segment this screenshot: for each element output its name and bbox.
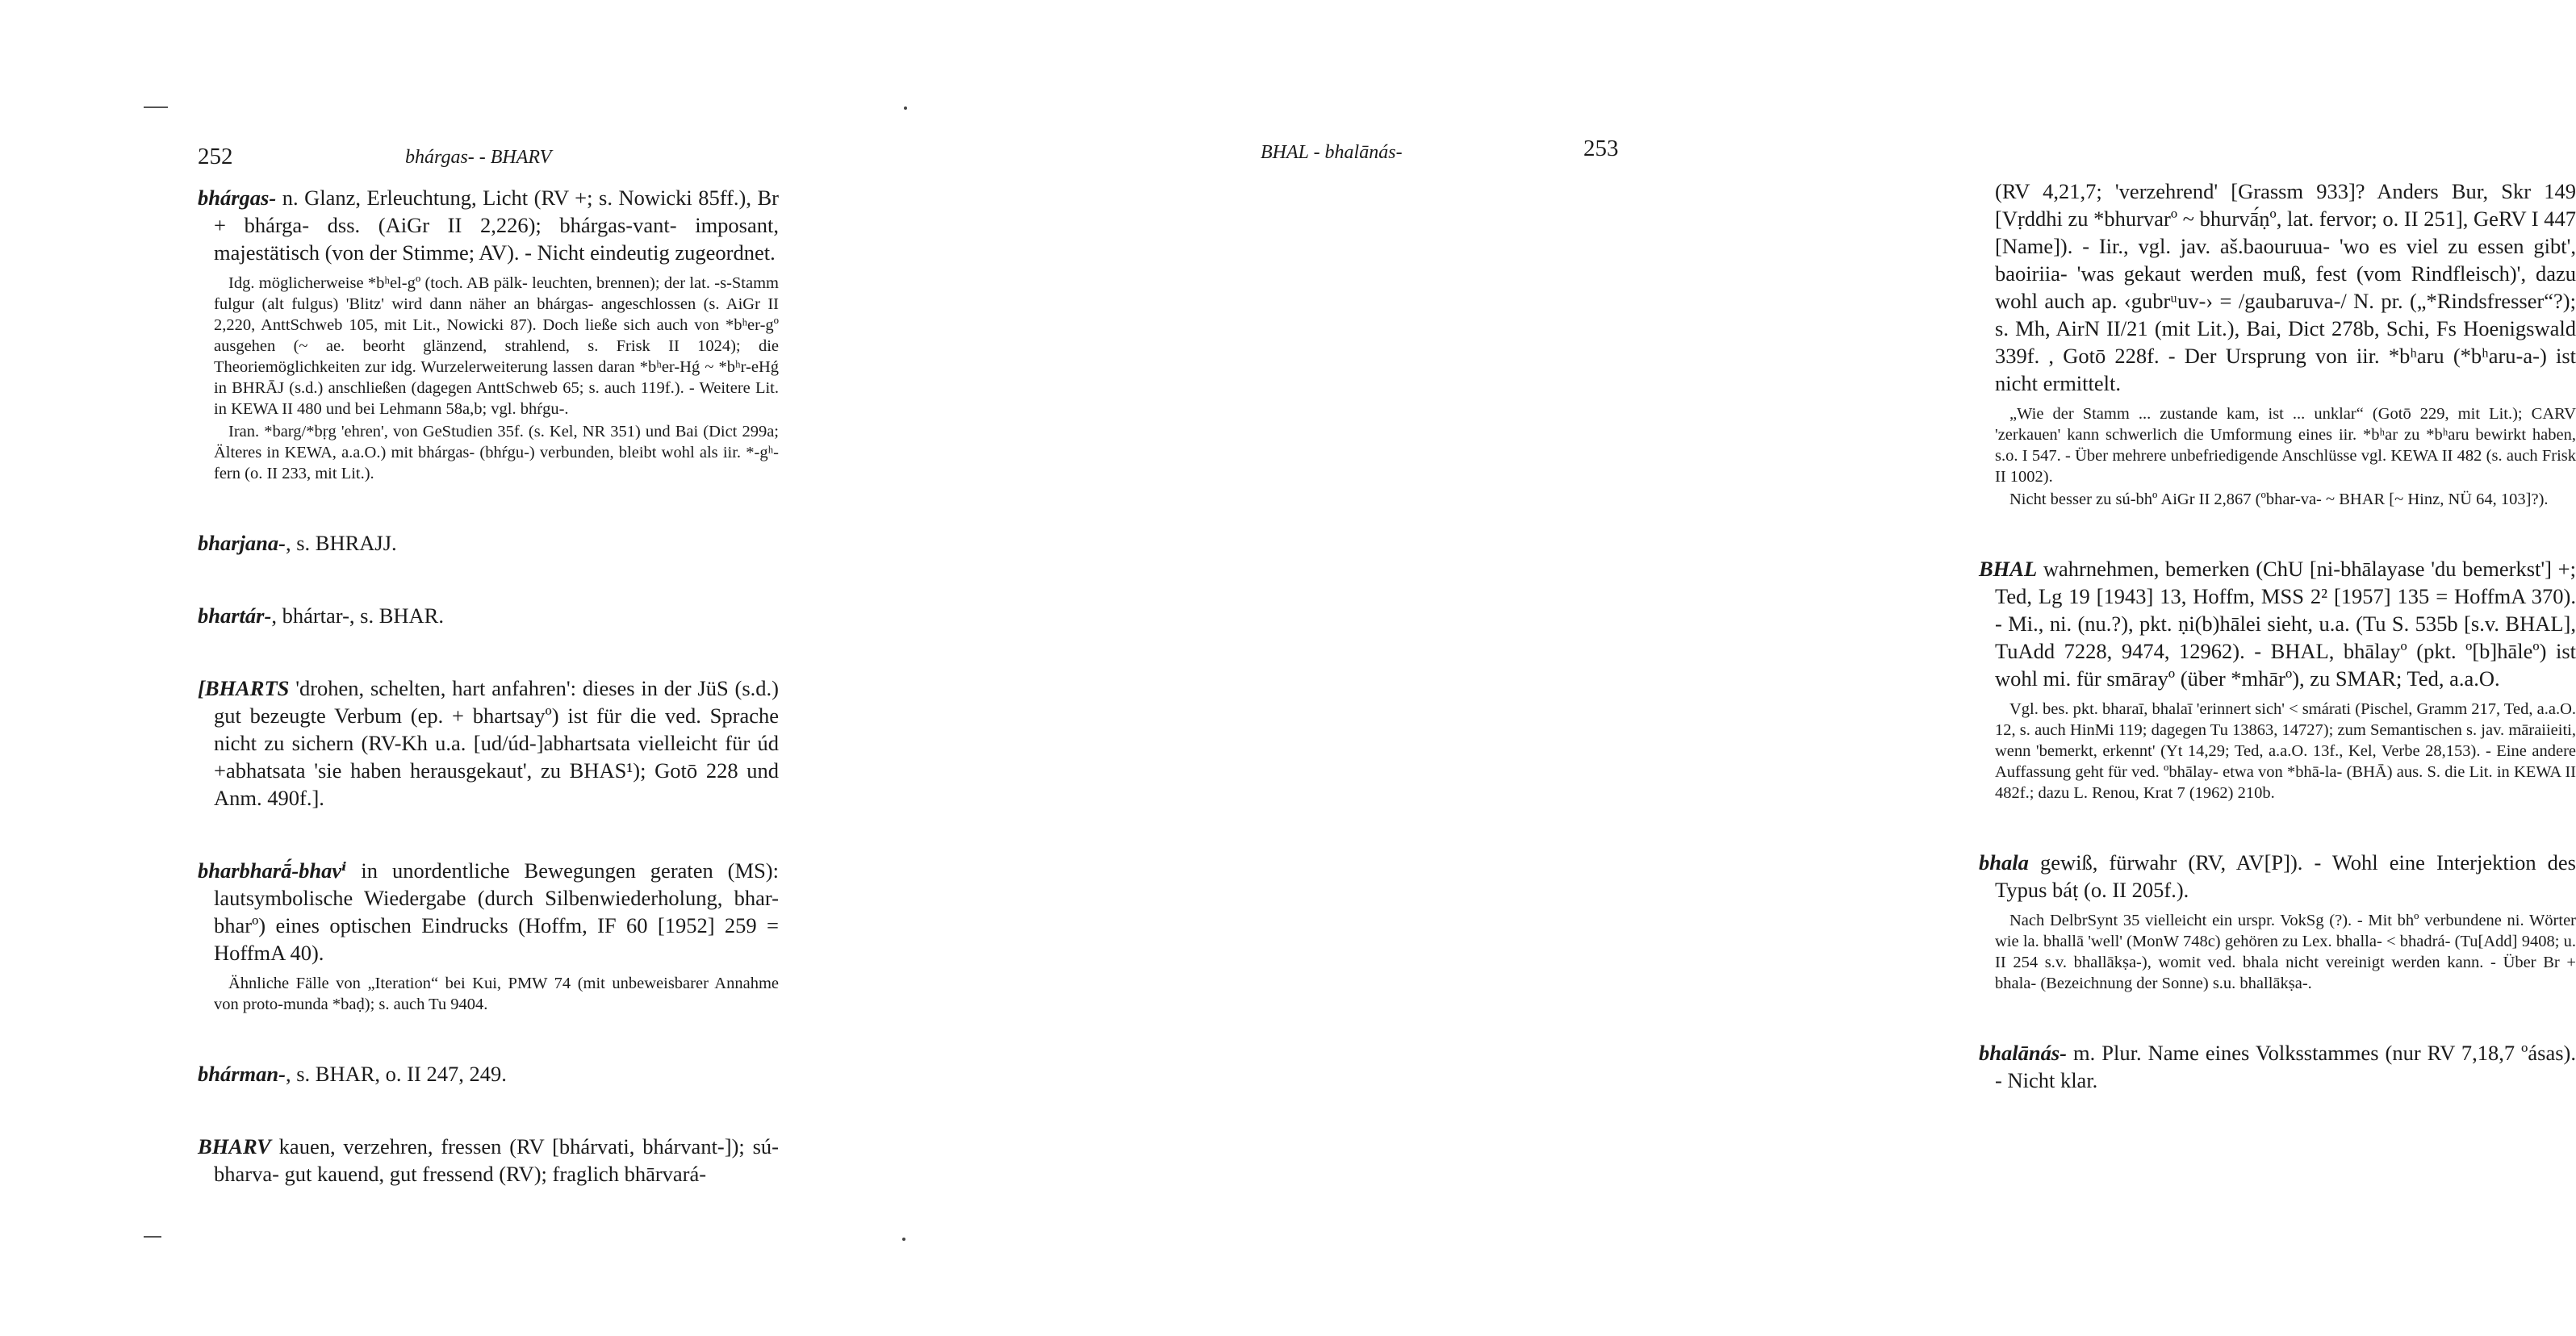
dictionary-entry <box>198 602 779 629</box>
entry-note: Idg. möglicherweise *bʰel-gº (toch. AB pälk- leuchten, brennen); der lat. -s-Stamm fulgur (alt fulgus) 'Blitz' wird dann näher an bhárgas- angeschlossen (s. AiGr II 2,220, AnttSchweb 105, mit Lit., Nowicki 87). Doch ließe sich auch von *bʰer-gº ausgehen (~ ae. beorht glänzend, strahlend, s. Frisk II 1024); die Theoriemöglichkeiten zur idg. Wurzelerweiterung lassen daran *bʰer-Hǵ ~ *bʰr-eHǵ in BHRĀJ (s.d.) anschließen (dagegen AnttSchweb 65; s. auch 119f.). - Weitere Lit. in KEWA II 480 und bei Lehmann 58a,b; vgl. bhŕgu-. <box>214 274 779 418</box>
running-head: BHAL - bhalānás- <box>1261 142 1403 163</box>
entry-note: Nicht besser zu sú-bhº AiGr II 2,867 (ºbhar-va- ~ BHAR [~ Hinz, NÜ 64, 103]?). <box>2009 491 2549 508</box>
entry-body: kauen, verzehren, fressen (RV [bhárvati, bhárvant-]); sú-bharva- gut kauend, gut fressend (RV); fraglich bhārvará- <box>214 1134 779 1186</box>
entry-lemma: bharjana- <box>198 531 286 555</box>
entry-body: in unordentliche Bewegungen geraten (MS): lautsymbolische Wiedergabe (durch Silbenwiederholung, bhar-bharº) eines optischen Eindrucks (Hoffm, IF 60 [1952] 259 = HoffmA 40). <box>214 858 779 965</box>
entry-body: wahrnehmen, bemerken (ChU [ni-bhālayase 'du bemerkst'] +; Ted, Lg 19 [1943] 13, Hoffm, MSS 2² [1957] 135 = HoffmA 370). - Mi., ni. (nu.?), pkt. ṇi(b)hālei sieht, u.a. (Tu S. 535b [s.v. BHAL], TuAdd 7228, 9474, 12962). - BHAL, bhālayº (pkt. º[b]hāleº) ist wohl mi. für smārayº (über *mhārº), zu SMAR; Ted, a.a.O. <box>1995 557 2576 691</box>
entry-body: , s. BHRAJJ. <box>285 531 397 555</box>
entry-body: n. Glanz, Erleuchtung, Licht (RV +; s. Nowicki 85ff.), Br + bhárga- dss. (AiGr II 2,226); bhárgas-vant- imposant, majestätisch (von der Stimme; AV). - Nicht eindeutig zugeordnet. <box>214 186 779 265</box>
entry-note: Iran. *barg/*bṛg 'ehren', von GeStudien 35f. (s. Kel, NR 351) und Bai (Dict 299a; Älteres in KEWA, a.a.O.) mit bhárgas- (bhŕgu-) verbunden, bleibt wohl als iir. *-gʰ- fern (o. II 233, mit Lit.). <box>214 423 779 482</box>
dictionary-entry <box>198 184 779 484</box>
entry-body: , bhártar-, s. BHAR. <box>271 603 444 628</box>
entry-body: m. Plur. Name eines Volksstammes (nur RV 7,18,7 ºásas). - Nicht klar. <box>1995 1041 2576 1092</box>
dictionary-entry <box>1979 555 2576 804</box>
entry-lemma: bhartár- <box>198 603 272 628</box>
entry-body: (RV 4,21,7; 'verzehrend' [Grassm 933]? Anders Bur, Skr 149 [Vṛddhi zu *bhurvarº ~ bhurvā́ṇº, lat. fervor; o. II 251], GeRV I 447 [Name]). - Iir., vgl. jav. aš.baouruua- 'wo es viel zu essen gibt', baoiriia- 'was gekaut werden muß, fest (vom Rindfleisch)', dazu wohl auch ap. ‹gubrᵘuv-› = /gaubaruva-/ N. pr. („*Rindsfresser“?); s. Mh, AirN II/21 (mit Lit.), Bai, Dict 278b, Schi, Fs Hoenigswald 339f. , Gotō 228f. - Der Ursprung von iir. *bʰaru (*bʰaru-a-) ist nicht ermittelt. <box>1995 179 2576 395</box>
entry-note: Vgl. bes. pkt. bharaī, bhalaī 'erinnert sich' < smárati (Pischel, Gramm 217, Ted, a.a.O. 12, s. auch HinMi 119; dagegen Tu 13863, 14727); zum Semantischen s. jav. māraiieiti, wenn 'bemerkt, erkennt' (Yt 14,29; Ted, a.a.O. 13f., Kel, Verbe 28,153). - Eine andere Auffassung geht für ved. ºbhālay- etwa von *bhā-la- (BHĀ) aus. S. die Lit. in KEWA II 482f.; dazu L. Renou, Krat 7 (1962) 210b. <box>1995 700 2576 802</box>
entry-body: 'drohen, schelten, hart anfahren': dieses in der JüS (s.d.) gut bezeugte Verbum (ep. + bhartsayº) ist für die ved. Sprache nicht zu sichern (RV-Kh u.a. [ud/úd-]abhartsata vielleicht für úd +abhatsata 'sie haben herausgekaut', zu BHAS¹); Gotō 228 und Anm. 490f.]. <box>214 676 779 810</box>
entry-continuation <box>1979 177 2576 510</box>
entry-lemma: [BHARTS <box>198 676 290 700</box>
entry-lemma: bhalānás- <box>1979 1041 2067 1065</box>
running-head: bhárgas- - BHARV <box>405 147 552 168</box>
dictionary-entry <box>198 674 779 812</box>
page-number: 252 <box>198 144 233 169</box>
dictionary-entry <box>198 1060 779 1088</box>
entry-lemma: bhárman- <box>198 1062 286 1086</box>
entry-lemma: BHAL <box>1979 557 2038 581</box>
entry-lemma: bhala <box>1979 850 2029 875</box>
right-page <box>946 0 2576 1336</box>
entry-lemma: bhárgas- <box>198 186 277 210</box>
dictionary-entry <box>198 529 779 557</box>
entry-lemma: BHARV <box>198 1134 271 1159</box>
entry-body: , s. BHAR, o. II 247, 249. <box>285 1062 507 1086</box>
left-column <box>198 184 779 1233</box>
right-column <box>1979 177 2576 1139</box>
entry-body: gewiß, fürwahr (RV, AV[P]). - Wohl eine Interjektion des Typus báṭ (o. II 205f.). <box>1995 850 2576 902</box>
dictionary-entry <box>198 857 779 1015</box>
dictionary-entry <box>1979 1039 2576 1094</box>
dictionary-entry <box>1979 849 2576 994</box>
entry-note: Nach DelbrSynt 35 vielleicht ein urspr. VokSg (?). - Mit bhº verbundene ni. Wörter wie la. bhallā 'well' (MonW 748c) gehören zu Lex. bhalla- < bhadrá- (Tu[Add] 9408; u. II 254 s.v. bhallākṣa-), womit ved. bhala nicht vereinigt werden kann. - Über Br + bhala- (Bezeichnung der Sonne) s.u. bhallākṣa-. <box>1995 912 2576 992</box>
page-number: 253 <box>1583 136 1619 161</box>
left-page <box>0 0 946 1336</box>
entry-note: „Wie der Stamm ... zustande kam, ist ... unklar“ (Gotō 229, mit Lit.); CARV 'zerkauen' kann schwerlich die Umformung eines iir. *bʰar zu *bʰaru bewirkt haben, s.o. I 547. - Über mehrere unbefriedigende Anschlüsse vgl. KEWA II 482 (s. auch Frisk II 1002). <box>1995 405 2576 486</box>
entry-lemma: bharbharā́-bhavⁱ <box>198 858 347 883</box>
entry-note: Ähnliche Fälle von „Iteration“ bei Kui, PMW 74 (mit unbeweisbarer Annahme von proto-munda *baḍ); s. auch Tu 9404. <box>214 975 779 1013</box>
dictionary-entry <box>198 1133 779 1188</box>
